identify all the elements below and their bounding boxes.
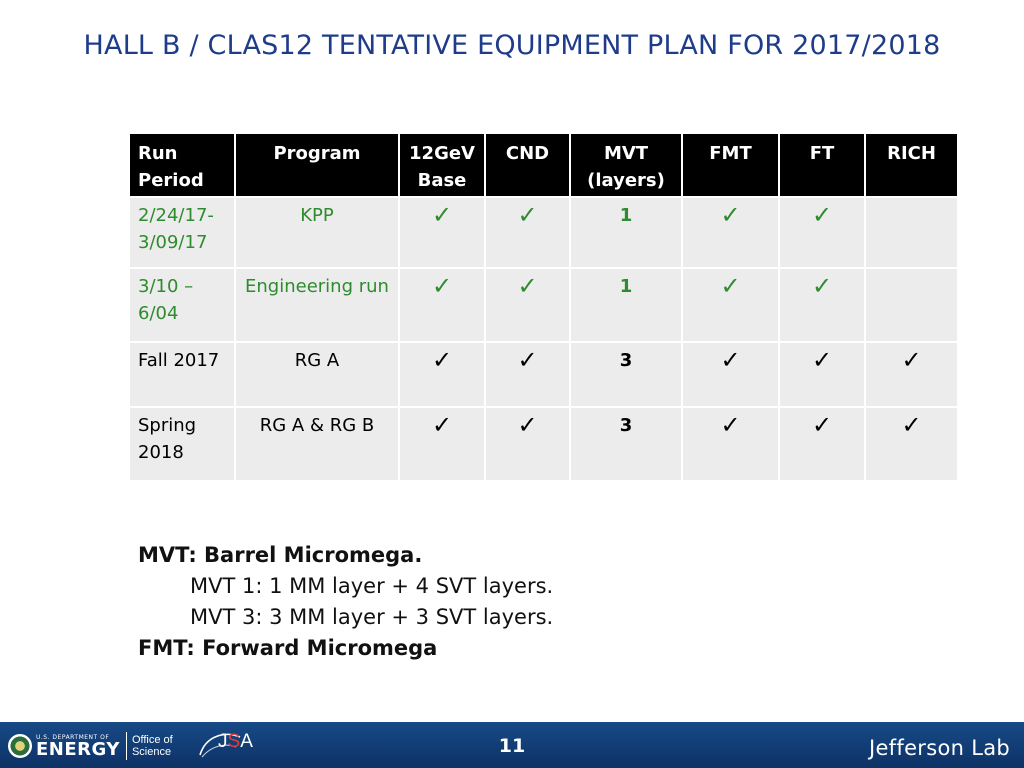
office-line1: Office of: [131, 734, 173, 746]
table-header-row: [130, 134, 957, 196]
header-run-period: Run Period: [130, 134, 234, 196]
cell-run-period: 2/24/17- 3/09/17: [130, 198, 234, 267]
check-icon: ✓: [400, 408, 484, 480]
doe-small-text: U.S. DEPARTMENT OF: [36, 733, 110, 741]
check-icon: ✓: [866, 343, 957, 406]
table-row: [130, 408, 957, 480]
table-row: [130, 269, 957, 341]
doe-big-text: ENERGY: [36, 738, 120, 760]
header-program: Program: [236, 134, 398, 196]
jefferson-lab-logo: Jefferson Lab: [868, 736, 1010, 760]
office-line2: Science: [131, 746, 172, 758]
check-icon: ✓: [780, 408, 864, 480]
check-icon: ✓: [683, 343, 778, 406]
check-icon: ✓: [400, 343, 484, 406]
check-icon: ✓: [683, 198, 778, 267]
header-cnd: CND: [486, 134, 569, 196]
check-icon: ✓: [486, 198, 569, 267]
cell-program: RG A & RG B: [236, 408, 398, 480]
check-icon: ✓: [866, 408, 957, 480]
cell-program: KPP: [236, 198, 398, 267]
page-number: 11: [498, 735, 526, 757]
cell-run-period: Fall 2017: [130, 343, 234, 406]
check-icon: ✓: [683, 269, 778, 341]
header-fmt: FMT: [683, 134, 778, 196]
check-icon: ✓: [486, 269, 569, 341]
table-row: [130, 198, 957, 267]
cell-rich: [866, 269, 957, 341]
mvt1-note: MVT 1: 1 MM layer + 4 SVT layers.: [190, 574, 554, 598]
cell-mvt-layers: 1: [571, 269, 681, 341]
cell-mvt-layers: 3: [571, 343, 681, 406]
check-icon: ✓: [780, 198, 864, 267]
equipment-plan-table: [128, 132, 959, 482]
header-mvt: MVT (layers): [571, 134, 681, 196]
cell-run-period: 3/10 – 6/04: [130, 269, 234, 341]
check-icon: ✓: [400, 198, 484, 267]
check-icon: ✓: [486, 343, 569, 406]
header-ft: FT: [780, 134, 864, 196]
footer-bar: [0, 722, 1024, 768]
notes-block: [138, 540, 553, 664]
jsa-letter-j: J: [218, 731, 228, 752]
header-12gev-base: 12GeV Base: [400, 134, 484, 196]
mvt3-note: MVT 3: 3 MM layer + 3 SVT layers.: [190, 605, 554, 629]
cell-mvt-layers: 3: [571, 408, 681, 480]
check-icon: ✓: [780, 269, 864, 341]
jsa-letter-s: S: [227, 731, 241, 752]
jsa-letter-a: A: [240, 731, 253, 752]
cell-mvt-layers: 1: [571, 198, 681, 267]
cell-rich: [866, 198, 957, 267]
slide-title: HALL B / CLAS12 TENTATIVE EQUIPMENT PLAN FOR 2017/2018: [83, 30, 941, 61]
fmt-heading: FMT: Forward Micromega: [138, 636, 438, 660]
check-icon: ✓: [486, 408, 569, 480]
cell-program: RG A: [236, 343, 398, 406]
cell-program: Engineering run: [236, 269, 398, 341]
table-row: [130, 343, 957, 406]
check-icon: ✓: [780, 343, 864, 406]
header-rich: RICH: [866, 134, 957, 196]
check-icon: ✓: [400, 269, 484, 341]
cell-run-period: Spring 2018: [130, 408, 234, 480]
check-icon: ✓: [683, 408, 778, 480]
mvt-heading: MVT: Barrel Micromega.: [138, 543, 423, 567]
